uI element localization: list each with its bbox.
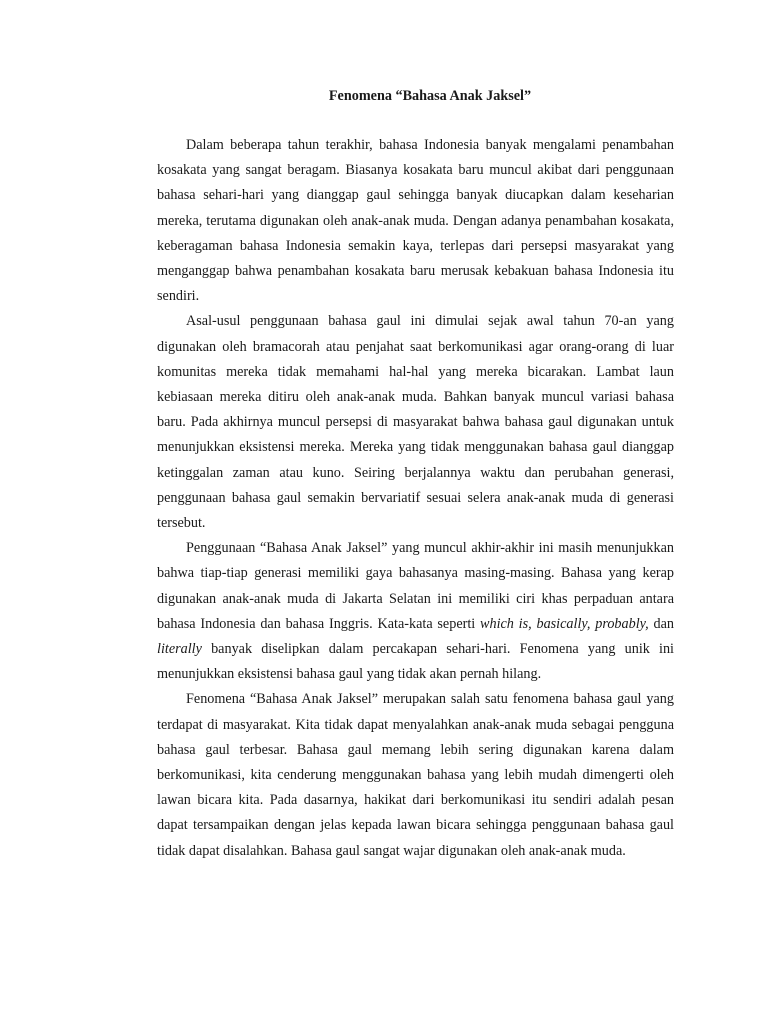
paragraph-3: [157, 536, 674, 687]
paragraph-text: Dalam beberapa tahun terakhir, bahasa Indonesia banyak mengalami penambahan kosakata yang sangat beragam. Biasanya kosakata baru muncul akibat dari penggunaan bahasa sehari-hari yang dianggap gaul sehingga banyak diucapkan dalam keseharian mereka, terutama digunakan oleh anak-anak muda. Dengan adanya penambahan kosakata, keberagaman bahasa Indonesia semakin kaya, terlepas dari persepsi masyarakat yang menganggap bahwa penambahan kosakata baru merusak kebakuan bahasa Indonesia itu sendiri.: [157, 137, 674, 305]
paragraph-2: [157, 309, 674, 536]
paragraph-text: dan: [648, 615, 674, 632]
paragraph-text: Penggunaan “Bahasa Anak Jaksel” yang muncul akhir-akhir ini masih menunjukkan bahwa tiap-tiap generasi memiliki gaya bahasanya masing-masing. Bahasa yang kerap digunakan anak-anak muda di Jakarta Selatan ini memiliki ciri khas perpaduan antara bahasa Indonesia dan bahasa Inggris. Kata-kata seperti: [157, 540, 674, 632]
paragraph-text: Asal-usul penggunaan bahasa gaul ini dimulai sejak awal tahun 70-an yang digunakan oleh bramacorah atau penjahat saat berkomunikasi agar orang-orang di luar komunitas mereka tidak memahami hal-hal yang mereka bicarakan. Lambat laun kebiasaan mereka ditiru oleh anak-anak muda. Bahkan banyak muncul variasi bahasa baru. Pada akhirnya muncul persepsi di masyarakat bahwa bahasa gaul digunakan untuk menunjukkan eksistensi mereka. Mereka yang tidak menggunakan bahasa gaul dianggap ketinggalan zaman atau kuno. Seiring berjalannya waktu dan perubahan generasi, penggunaan bahasa gaul semakin bervariatif sesuai selera anak-anak muda di generasi tersebut.: [157, 313, 674, 532]
document-body: [157, 133, 674, 864]
paragraph-4: [157, 687, 674, 863]
paragraph-text: banyak diselipkan dalam percakapan sehari-hari. Fenomena yang unik ini menunjukkan eksistensi bahasa gaul yang tidak akan pernah hilang.: [157, 641, 674, 683]
italic-example-term: literally: [157, 641, 202, 658]
paragraph-text: Fenomena “Bahasa Anak Jaksel” merupakan salah satu fenomena bahasa gaul yang terdapat di masyarakat. Kita tidak dapat menyalahkan anak-anak muda sebagai pengguna bahasa gaul terbesar. Bahasa gaul memang lebih sering digunakan karena dalam berkomunikasi, kita cenderung menggunakan bahasa yang lebih mudah dimengerti oleh lawan bicara kita. Pada dasarnya, hakikat dari berkomunikasi itu sendiri adalah pesan dapat tersampaikan dengan jelas kepada lawan bicara sehingga penggunaan bahasa gaul tidak dapat disalahkan. Bahasa gaul sangat wajar digunakan oleh anak-anak muda.: [157, 691, 674, 859]
paragraph-1: [157, 133, 674, 309]
document-title: Fenomena “Bahasa Anak Jaksel”: [328, 88, 532, 104]
italic-example-terms: which is, basically, probably,: [480, 615, 649, 632]
